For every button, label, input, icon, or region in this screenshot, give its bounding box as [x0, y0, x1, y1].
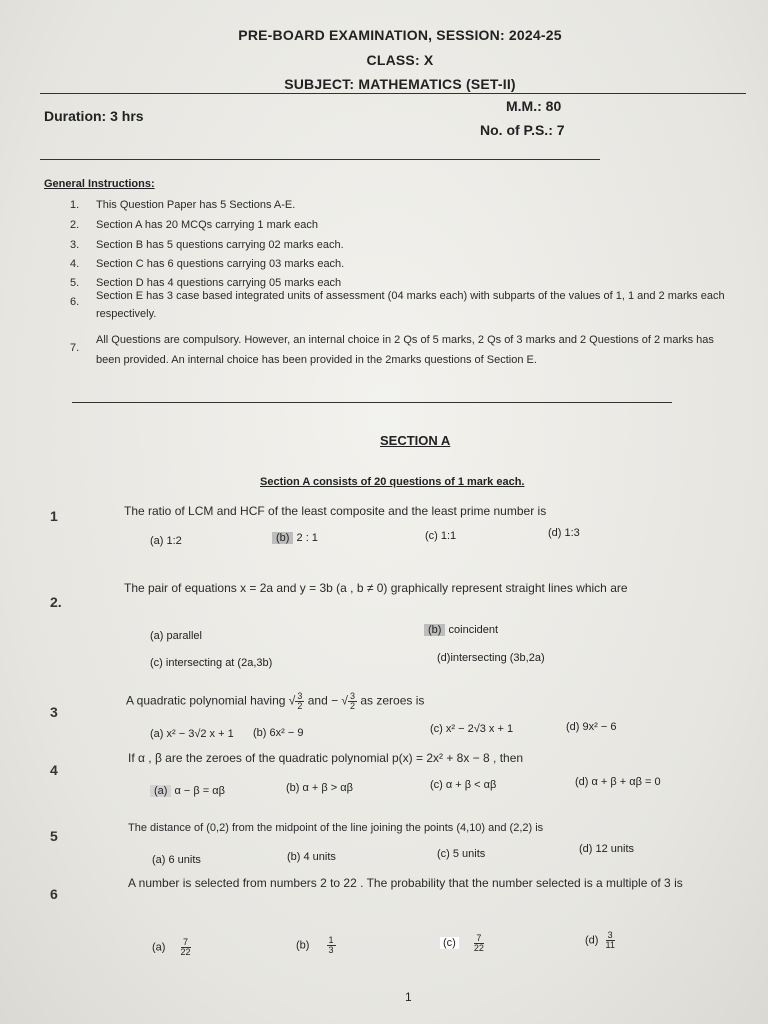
- question-4-text: If α , β are the zeroes of the quadratic polynomial p(x) = 2x² + 8x − 8 , then: [128, 751, 524, 765]
- question-6-text: A number is selected from numbers 2 to 22 . The probability that the number selected is a multiple of 3 is: [128, 876, 683, 890]
- option-label: (a): [152, 941, 166, 954]
- q6-option-b: [296, 936, 336, 955]
- q3-option-b: (b) 6x² − 9: [253, 727, 304, 739]
- numerator: 1: [328, 935, 334, 945]
- q5-option-d: (d) 12 units: [579, 843, 635, 855]
- option-value: 2 : 1: [296, 532, 318, 544]
- q3-option-d: (d) 9x² − 6: [566, 721, 617, 733]
- q1-option-a: (a) 1:2: [150, 535, 182, 547]
- fraction: [474, 934, 484, 953]
- pages-count: No. of P.S.: 7: [480, 122, 565, 138]
- denominator: 2: [297, 701, 303, 711]
- q6-option-d: [585, 931, 615, 950]
- instruction-item: Section E has 3 case based integrated units of assessment (04 marks each) with subparts of the values of 1, 1 and 2 marks each respectively.: [96, 290, 725, 320]
- denominator: 2: [350, 701, 356, 711]
- numerator: 7: [474, 934, 484, 944]
- instruction-item: Section B has 5 questions carrying 02 marks each.: [96, 239, 344, 251]
- instruction-number: 3.: [70, 239, 80, 251]
- q2-option-d: (d)intersecting (3b,2a): [437, 652, 545, 664]
- option-label: (b): [424, 624, 445, 636]
- option-value: α − β = αβ: [174, 785, 225, 797]
- instruction-item: Section D has 4 questions carrying 05 marks each: [96, 277, 342, 289]
- q3-option-c: (c) x² − 2√3 x + 1: [430, 723, 514, 735]
- question-mark-5: 5: [50, 828, 58, 844]
- q1-option-b: [272, 532, 318, 544]
- q1-option-d: (d) 1:3: [548, 527, 580, 539]
- option-value: coincident: [448, 624, 499, 636]
- question-2-text: The pair of equations x = 2a and y = 3b (a , b ≠ 0) graphically represent straight lines which are: [124, 581, 628, 595]
- q4-option-a: [150, 785, 225, 797]
- fraction: [327, 936, 336, 955]
- question-mark-4: 4: [50, 762, 58, 778]
- instruction-number: 7.: [70, 342, 80, 354]
- q4-option-b: (b) α + β > αβ: [286, 782, 353, 794]
- q5-option-a: (a) 6 units: [152, 854, 201, 866]
- instructions-rule: [72, 402, 672, 403]
- q3-text-mid: and −: [307, 693, 339, 708]
- instructions-title: General Instructions:: [44, 178, 155, 190]
- option-label: (d): [585, 934, 599, 947]
- numerator: 3: [297, 691, 303, 701]
- fraction: [181, 938, 191, 957]
- question-mark-1: 1: [50, 508, 58, 524]
- q3-text-pre: A quadratic polynomial having: [126, 693, 286, 708]
- subject-label: SUBJECT: MATHEMATICS (SET-II): [284, 76, 516, 92]
- option-label: (b): [296, 939, 310, 952]
- q3-option-a: (a) x² − 3√2 x + 1: [150, 728, 234, 740]
- q2-option-b: [424, 624, 498, 636]
- fraction: [606, 931, 615, 950]
- question-1-text: The ratio of LCM and HCF of the least composite and the least prime number is: [124, 504, 547, 518]
- q5-option-b: (b) 4 units: [287, 851, 336, 863]
- duration: Duration: 3 hrs: [44, 108, 144, 124]
- section-title: SECTION A: [380, 433, 451, 448]
- question-mark-2: 2.: [50, 594, 62, 610]
- q5-option-c: (c) 5 units: [437, 848, 486, 860]
- instruction-number: 2.: [70, 219, 80, 231]
- max-marks: M.M.: 80: [506, 98, 562, 114]
- question-mark-3: 3: [50, 704, 58, 720]
- q2-option-a: (a) parallel: [150, 630, 202, 642]
- numerator: 3: [350, 691, 356, 701]
- header-rule: [40, 93, 746, 94]
- option-label: (b): [272, 532, 293, 544]
- denominator: 11: [605, 940, 615, 950]
- class-label: CLASS: X: [366, 52, 434, 68]
- fraction: [348, 692, 357, 711]
- instruction-item: Section A has 20 MCQs carrying 1 mark each: [96, 219, 318, 231]
- denominator: 3: [328, 945, 334, 955]
- instruction-number: 5.: [70, 277, 80, 289]
- denominator: 22: [180, 947, 191, 957]
- instruction-number: 1.: [70, 199, 80, 211]
- numerator: 7: [181, 938, 191, 948]
- q3-text-post: as zeroes is: [360, 693, 425, 708]
- q6-option-c: [440, 934, 484, 953]
- header-rule-2: [40, 159, 600, 160]
- q4-option-c: (c) α + β < αβ: [430, 779, 497, 791]
- q1-option-c: (c) 1:1: [425, 530, 457, 542]
- option-label: (a): [150, 785, 171, 797]
- q6-option-a: [152, 938, 191, 957]
- question-mark-6: 6: [50, 886, 58, 902]
- numerator: 3: [606, 931, 615, 941]
- question-5-text: The distance of (0,2) from the midpoint of the line joining the points (4,10) and (2,2) is: [128, 822, 544, 834]
- q2-option-c: (c) intersecting at (2a,3b): [150, 657, 273, 669]
- denominator: 22: [473, 943, 484, 953]
- q4-option-d: (d) α + β + αβ = 0: [575, 776, 661, 788]
- fraction: [295, 692, 304, 711]
- page-number: 1: [405, 990, 412, 1004]
- instruction-item: All Questions are compulsory. However, an internal choice in 2 Qs of 5 marks, 2 Qs of 3 marks and 2 Questions of 2 marks has been provided. An internal choice has been provided in the 2marks questions of Section E.: [96, 334, 714, 366]
- instruction-number: 4.: [70, 258, 80, 270]
- exam-title: PRE-BOARD EXAMINATION, SESSION: 2024-25: [238, 27, 562, 43]
- option-label: (c): [440, 937, 459, 949]
- instruction-item: This Question Paper has 5 Sections A-E.: [96, 199, 296, 211]
- question-3-text: A quadratic polynomial having √ $\frac{3}{2}$ and − √ $\frac{3}{2}$ as zeroes is: [126, 691, 425, 711]
- instruction-item: Section C has 6 questions carrying 03 marks each.: [96, 258, 345, 270]
- instruction-number: 6.: [70, 296, 80, 308]
- section-subtitle: Section A consists of 20 questions of 1 mark each.: [260, 476, 525, 488]
